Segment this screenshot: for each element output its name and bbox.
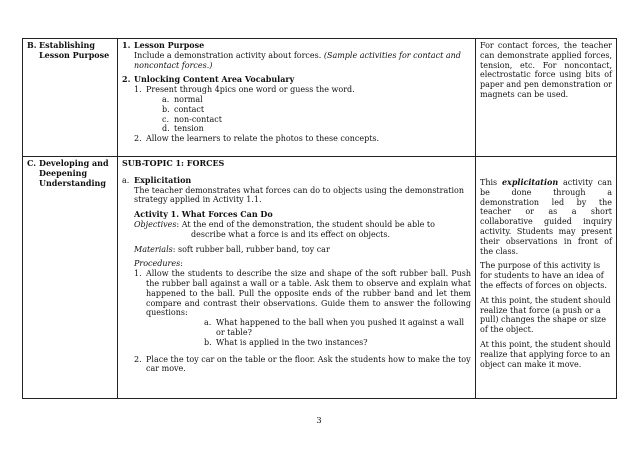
activity-title: Activity 1. What Forces Can Do <box>134 209 273 220</box>
vocab-word <box>122 95 471 105</box>
section-c-notes-cell <box>476 157 617 399</box>
teacher-note <box>480 178 612 256</box>
section-letter: C. <box>27 158 37 168</box>
item-letter: b. <box>162 104 170 114</box>
materials <box>134 245 471 255</box>
section-b-notes-cell <box>476 39 617 157</box>
objectives-label: Objectives <box>134 219 177 229</box>
materials-text: : soft rubber ball, rubber band, toy car <box>172 244 330 254</box>
step-text: Place the toy car on the table or the floor. Ask the students how to make the toy car move. <box>146 354 471 374</box>
item-number: 2. <box>134 134 142 144</box>
section-b-content-cell <box>118 39 476 157</box>
materials-label: Materials <box>134 244 173 254</box>
vocab-word <box>122 124 471 134</box>
question-text: What happened to the ball when you pushed it against a wall or table? <box>216 318 465 337</box>
list-item <box>122 134 471 144</box>
page-number: 3 <box>316 416 322 426</box>
item-letter: d. <box>162 124 170 134</box>
teacher-note: The purpose of this activity is for students to have an idea of the effects of forces on objects. <box>480 261 607 290</box>
note-text: activity can be done through a demonstration led by the teacher or as a short collaborative guided inquiry activity. Students may present their observations in front of the class. <box>480 178 612 256</box>
step-number: 2. <box>134 354 142 364</box>
item-text: The teacher demonstrates what forces can do to objects using the demonstration strategy applied in Activity 1.1. <box>134 185 464 205</box>
teacher-note: At this point, the student should realize that force (a push or a pull) changes the shape or size of the object. <box>480 295 611 335</box>
vocab-word <box>122 105 471 115</box>
teacher-note: For contact forces, the teacher can demonstrate applied forces, tension, etc. For noncontact, electrostatic force using bits of paper and pen demonstration or magnets can be used. <box>480 41 612 99</box>
section-letter: B. <box>27 40 37 50</box>
vocab-text: tension <box>174 124 204 134</box>
procedure-step <box>134 269 471 318</box>
objectives-text: : At the end of the demonstration, the student should be able to <box>176 219 435 229</box>
vocab-word <box>122 115 471 125</box>
item-letter: c. <box>162 114 170 124</box>
note-emphasis: explicitation <box>501 177 559 187</box>
item-text: Include a demonstration activity about forces. <box>134 50 322 60</box>
procedure-step <box>134 355 471 375</box>
question-item <box>134 318 471 338</box>
procedures-heading <box>134 259 471 269</box>
item-title: Lesson Purpose <box>134 40 205 50</box>
item-number: 1. <box>122 40 131 50</box>
section-b-label-cell <box>23 39 118 157</box>
vocab-text: non-contact <box>174 114 222 124</box>
section-c-label-cell <box>23 157 118 399</box>
section-title: Developing and Deepening Understanding <box>39 158 109 188</box>
question-letter: a. <box>204 318 212 328</box>
procedures-label: Procedures <box>134 259 181 269</box>
item-letter: a. <box>122 175 130 185</box>
item-title: Explicitation <box>134 174 192 185</box>
list-item <box>122 75 471 85</box>
item-letter: a. <box>162 94 170 104</box>
objectives <box>134 220 471 230</box>
section-b-label <box>27 41 113 61</box>
item-title: Unlocking Content Area Vocabulary <box>134 74 295 85</box>
note-text: This <box>480 178 502 187</box>
vocab-text: normal <box>174 94 203 104</box>
item-number: 2. <box>122 74 131 85</box>
step-text: Allow the students to describe the size and shape of the soft rubber ball. Push the rubber ball against a wall or a table. Ask them to observe and explain what happened to the ball. Pull the opposite ends of the rubber band and let them compare and contrast their observations. Guide them to answer the following questions: <box>146 269 471 318</box>
item-number: 1. <box>134 85 142 95</box>
list-item <box>122 41 471 70</box>
subtopic-heading: SUB-TOPIC 1: FORCES <box>122 158 225 168</box>
section-title: Establishing Lesson Purpose <box>39 40 110 60</box>
teacher-note: At this point, the student should realize that applying force to an object can make it move. <box>480 339 611 369</box>
objectives-text-cont: describe what a force is and its effect on objects. <box>191 229 391 239</box>
section-c-label <box>27 159 113 188</box>
table-row <box>23 157 617 399</box>
list-item <box>122 176 471 374</box>
item-note: (Sample activities for contact and noncontact forces.) <box>134 50 461 70</box>
question-item <box>134 338 471 348</box>
lesson-plan-table <box>22 38 617 399</box>
table-row <box>23 39 617 157</box>
step-number: 1. <box>134 269 142 279</box>
question-letter: b. <box>204 337 212 347</box>
item-text: Allow the learners to relate the photos to these concepts. <box>146 134 380 144</box>
list-item <box>122 85 471 95</box>
question-text: What is applied in the two instances? <box>216 337 368 347</box>
vocab-text: contact <box>174 104 205 114</box>
section-c-content-cell <box>118 157 476 399</box>
procedures-colon: : <box>180 259 183 269</box>
item-text: Present through 4pics one word or guess the word. <box>146 85 355 95</box>
